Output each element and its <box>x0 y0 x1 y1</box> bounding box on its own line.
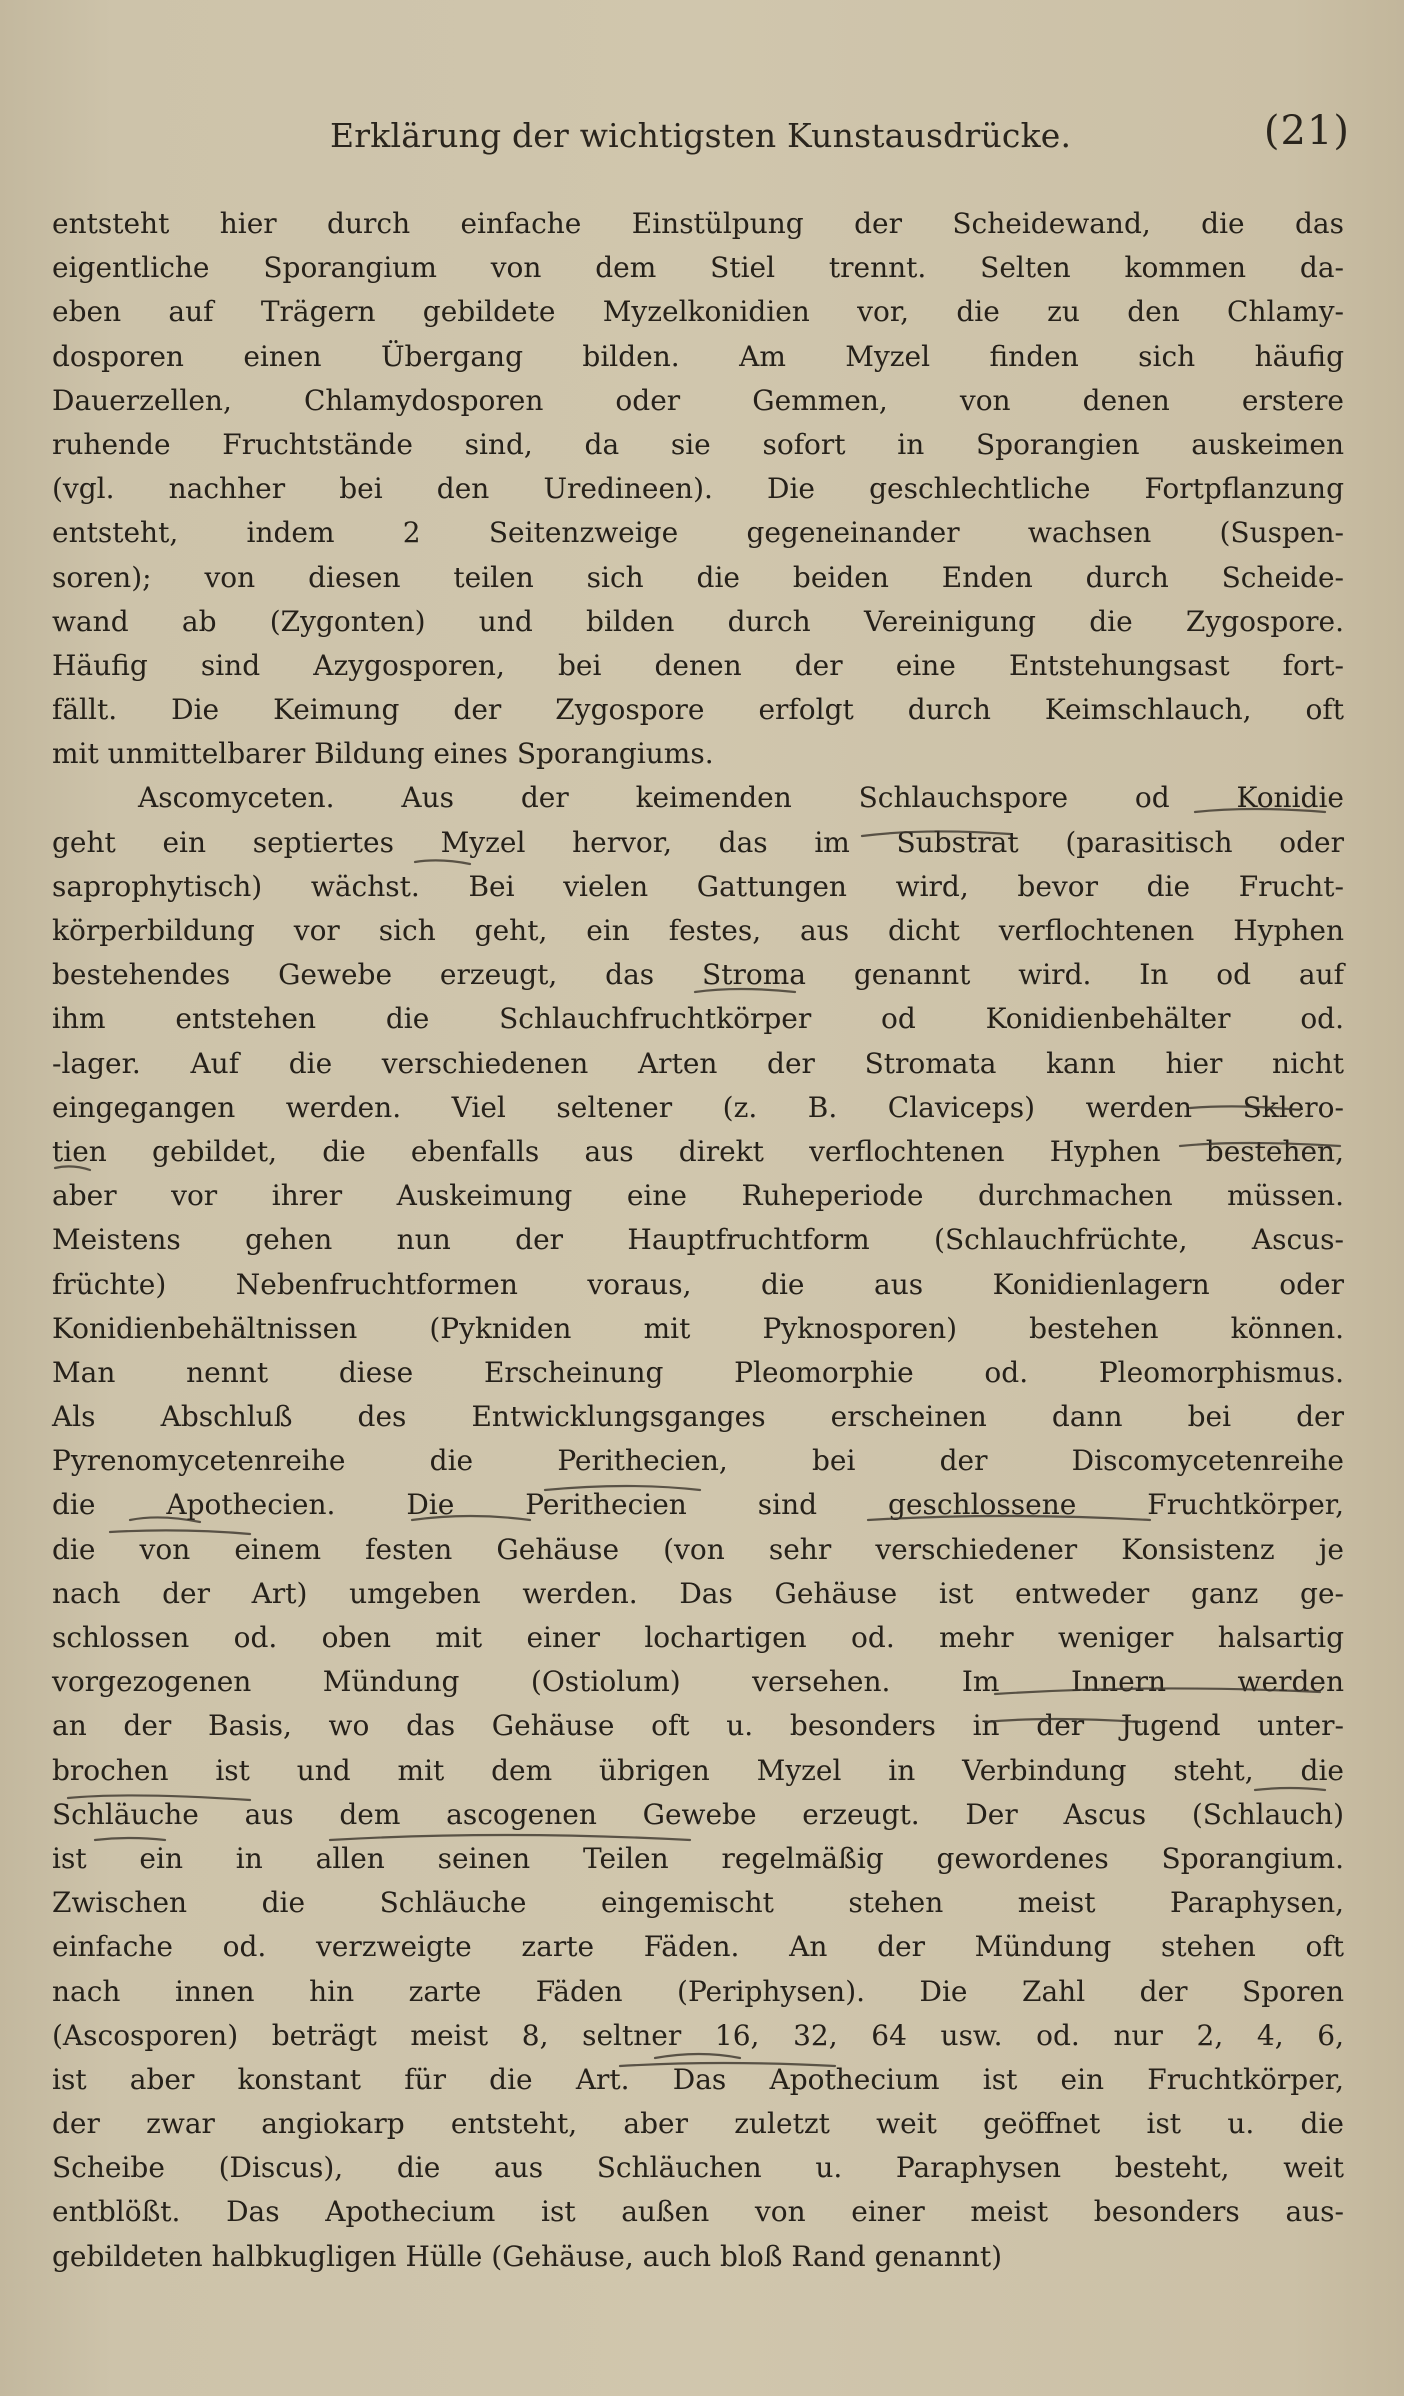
text-line: eigentliche Sporangium von dem Stiel trennt. Selten kommen da- <box>52 251 1344 285</box>
text-line: körperbildung vor sich geht, ein festes, aus dicht verflochtenen Hyphen <box>52 914 1344 947</box>
text-line: Meistens gehen nun der Hauptfruchtform (Schlauchfrüchte, Ascus- <box>52 1223 1344 1257</box>
text-line: geht ein septiertes Myzel hervor, das im Substrat (parasitisch oder <box>52 825 1344 859</box>
running-head: Erklärung der wichtigsten Kunstausdrücke. <box>330 116 1072 155</box>
text-line: ruhende Fruchtstände sind, da sie sofort in Sporangien auskeimen <box>52 427 1344 461</box>
text-line: tien gebildet, die ebenfalls aus direkt verflochtenen Hyphen bestehen, <box>52 1134 1344 1168</box>
text-line: bestehendes Gewebe erzeugt, das Stroma genannt wird. In od auf <box>52 958 1344 992</box>
text-line: Als Abschluß des Entwicklungsganges erscheinen dann bei der <box>52 1400 1344 1434</box>
text-line: Konidienbehältnissen (Pykniden mit Pyknosporen) bestehen können. <box>52 1311 1344 1345</box>
text-line: ihm entstehen die Schlauchfruchtkörper od Konidienbehälter od. <box>52 1002 1344 1036</box>
text-line: entsteht, indem 2 Seitenzweige gegeneinander wachsen (Suspen- <box>52 516 1344 550</box>
body-text <box>52 202 1344 2279</box>
text-line: fällt. Die Keimung der Zygospore erfolgt durch Keimschlauch, oft <box>52 693 1344 727</box>
text-line: wand ab (Zygonten) und bilden durch Vereinigung die Zygospore. <box>52 604 1344 638</box>
text-line: Scheibe (Discus), die aus Schläuchen u. Paraphysen besteht, weit <box>52 2151 1344 2185</box>
text-line: Man nennt diese Erscheinung Pleomorphie od. Pleomorphismus. <box>52 1355 1344 1389</box>
text-line: Pyrenomycetenreihe die Perithecien, bei der Discomycetenreihe <box>52 1444 1344 1478</box>
text-line: Ascomyceten. Aus der keimenden Schlauchspore od Konidie <box>138 781 1344 815</box>
text-line: einfache od. verzweigte zarte Fäden. An der Mündung stehen oft <box>52 1930 1344 1964</box>
page-number: (21) <box>1263 108 1350 154</box>
text-line: schlossen od. oben mit einer lochartigen od. mehr weniger halsartig <box>52 1621 1344 1654</box>
text-line: mit unmittelbarer Bildung eines Sporangiums. <box>52 737 714 771</box>
text-line: ist ein in allen seinen Teilen regelmäßig gewordenes Sporangium. <box>52 1841 1344 1875</box>
text-line: (vgl. nachher bei den Uredineen). Die geschlechtliche Fortpflanzung <box>52 472 1344 506</box>
text-line: die Apothecien. Die Perithecien sind geschlossene Fruchtkörper, <box>52 1488 1344 1522</box>
text-line: aber vor ihrer Auskeimung eine Ruheperiode durchmachen müssen. <box>52 1179 1344 1213</box>
text-line: nach innen hin zarte Fäden (Periphysen). Die Zahl der Sporen <box>52 1974 1344 2008</box>
text-line: Schläuche aus dem ascogenen Gewebe erzeugt. Der Ascus (Schlauch) <box>52 1797 1344 1831</box>
text-line: nach der Art) umgeben werden. Das Gehäuse ist entweder ganz ge- <box>52 1576 1344 1610</box>
text-line: entblößt. Das Apothecium ist außen von einer meist besonders aus- <box>52 2195 1344 2229</box>
text-line: Häufig sind Azygosporen, bei denen der eine Entstehungsast fort- <box>52 648 1344 682</box>
text-line: gebildeten halbkugligen Hülle (Gehäuse, auch bloß Rand genannt) <box>52 2239 1003 2273</box>
text-line: ist aber konstant für die Art. Das Apothecium ist ein Fruchtkörper, <box>52 2062 1344 2096</box>
text-line: eben auf Trägern gebildete Myzelkonidien vor, die zu den Chlamy- <box>52 295 1344 329</box>
text-line: früchte) Nebenfruchtformen voraus, die aus Konidienlagern oder <box>52 1267 1344 1301</box>
text-line: (Ascosporen) beträgt meist 8, seltner 16, 32, 64 usw. od. nur 2, 4, 6, <box>52 2018 1344 2052</box>
text-line: -lager. Auf die verschiedenen Arten der Stromata kann hier nicht <box>52 1046 1344 1080</box>
page-header <box>330 108 1350 168</box>
text-line: der zwar angiokarp entsteht, aber zuletzt weit geöffnet ist u. die <box>52 2107 1344 2141</box>
text-line: eingegangen werden. Viel seltener (z. B. Claviceps) werden Sklero- <box>52 1090 1344 1124</box>
text-line: dosporen einen Übergang bilden. Am Myzel finden sich häufig <box>52 339 1344 373</box>
text-line: entsteht hier durch einfache Einstülpung der Scheidewand, die das <box>52 207 1344 240</box>
text-line: die von einem festen Gehäuse (von sehr verschiedener Konsistenz je <box>52 1532 1344 1566</box>
text-line: saprophytisch) wächst. Bei vielen Gattungen wird, bevor die Frucht- <box>52 869 1344 903</box>
text-line: an der Basis, wo das Gehäuse oft u. besonders in der Jugend unter- <box>52 1709 1344 1743</box>
text-line: vorgezogenen Mündung (Ostiolum) versehen. Im Innern werden <box>52 1665 1344 1699</box>
text-line: Dauerzellen, Chlamydosporen oder Gemmen, von denen erstere <box>52 383 1344 417</box>
text-line: soren); von diesen teilen sich die beiden Enden durch Scheide- <box>52 560 1344 594</box>
text-line: brochen ist und mit dem übrigen Myzel in Verbindung steht, die <box>52 1753 1344 1787</box>
text-line: Zwischen die Schläuche eingemischt stehen meist Paraphysen, <box>52 1886 1344 1920</box>
